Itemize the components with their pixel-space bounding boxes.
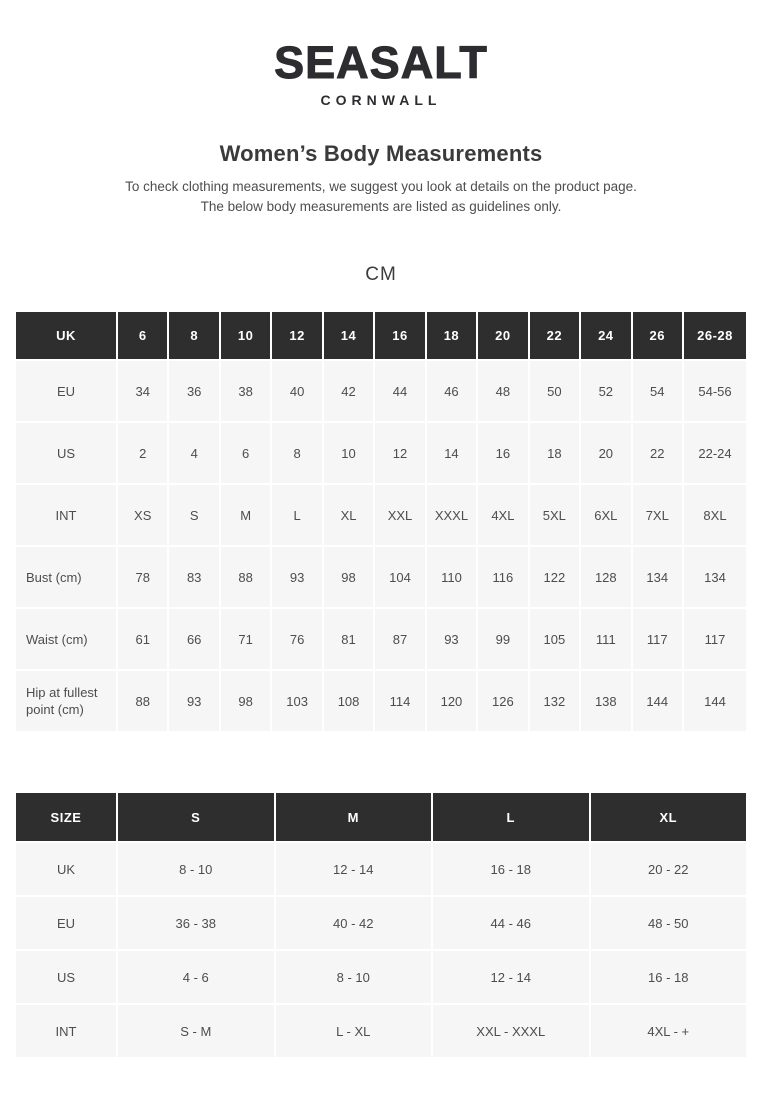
table-cell: 4	[169, 423, 218, 483]
table-cell: 8	[272, 423, 321, 483]
table-row	[16, 361, 746, 421]
column-header: 24	[581, 312, 630, 359]
table-cell: 8 - 10	[118, 843, 274, 895]
table-cell: XXXL	[427, 485, 476, 545]
table-cell: XL	[324, 485, 373, 545]
table-cell: 22	[633, 423, 682, 483]
table-cell: 120	[427, 671, 476, 731]
table-cell: 34	[118, 361, 167, 421]
table-row	[16, 843, 746, 895]
table-cell: 105	[530, 609, 579, 669]
table-cell: 126	[478, 671, 527, 731]
table-cell: L	[272, 485, 321, 545]
row-label: INT	[16, 1005, 116, 1057]
table-cell: 98	[324, 547, 373, 607]
row-label: UK	[16, 843, 116, 895]
cm-measurements-table	[14, 310, 748, 733]
table-row	[16, 951, 746, 1003]
column-header: 26-28	[684, 312, 746, 359]
row-label: Bust (cm)	[16, 547, 116, 607]
brand-header	[0, 0, 762, 108]
subtitle-line-2: The below body measurements are listed as guidelines only.	[200, 199, 562, 214]
table-cell: 110	[427, 547, 476, 607]
table-cell: 66	[169, 609, 218, 669]
row-label: US	[16, 951, 116, 1003]
table-cell: 20 - 22	[591, 843, 747, 895]
column-header: 12	[272, 312, 321, 359]
table-cell: 144	[633, 671, 682, 731]
table-row	[16, 897, 746, 949]
table-cell: 44 - 46	[433, 897, 589, 949]
table-cell: 138	[581, 671, 630, 731]
column-header: 22	[530, 312, 579, 359]
page-title: Women’s Body Measurements	[219, 141, 543, 166]
table-cell: 8XL	[684, 485, 746, 545]
table-cell: 87	[375, 609, 424, 669]
table-cell: 16	[478, 423, 527, 483]
table-cell: 76	[272, 609, 321, 669]
table-cell: 6	[221, 423, 270, 483]
table-row	[16, 485, 746, 545]
column-header: UK	[16, 312, 116, 359]
column-header: 10	[221, 312, 270, 359]
table-cell: S - M	[118, 1005, 274, 1057]
table-cell: 116	[478, 547, 527, 607]
size-conversion-table	[14, 791, 748, 1059]
table-cell: 18	[530, 423, 579, 483]
table-cell: 42	[324, 361, 373, 421]
table-cell: 128	[581, 547, 630, 607]
table-cell: 108	[324, 671, 373, 731]
table-cell: 54	[633, 361, 682, 421]
table-cell: 4XL	[478, 485, 527, 545]
table-cell: 71	[221, 609, 270, 669]
table-cell: 134	[633, 547, 682, 607]
page-subtitle	[0, 177, 762, 217]
table-cell: 134	[684, 547, 746, 607]
column-header: S	[118, 793, 274, 841]
table-row	[16, 547, 746, 607]
table-cell: 99	[478, 609, 527, 669]
table-row	[16, 423, 746, 483]
table-cell: 93	[427, 609, 476, 669]
row-label: INT	[16, 485, 116, 545]
table-cell: 78	[118, 547, 167, 607]
row-label: Waist (cm)	[16, 609, 116, 669]
table-cell: 111	[581, 609, 630, 669]
table-cell: 22-24	[684, 423, 746, 483]
table-cell: 98	[221, 671, 270, 731]
table-cell: 81	[324, 609, 373, 669]
table-cell: 38	[221, 361, 270, 421]
table-cell: 5XL	[530, 485, 579, 545]
table-cell: 12 - 14	[433, 951, 589, 1003]
table-row	[16, 609, 746, 669]
table-cell: M	[221, 485, 270, 545]
table-cell: 12	[375, 423, 424, 483]
table-cell: 52	[581, 361, 630, 421]
unit-label: CM	[365, 264, 397, 285]
column-header: XL	[591, 793, 747, 841]
table-cell: XS	[118, 485, 167, 545]
subtitle-line-1: To check clothing measurements, we suggest you look at details on the product page.	[125, 179, 637, 194]
column-header: 8	[169, 312, 218, 359]
table-cell: 88	[118, 671, 167, 731]
table-cell: XXL - XXXL	[433, 1005, 589, 1057]
table-cell: S	[169, 485, 218, 545]
table-cell: XXL	[375, 485, 424, 545]
table-cell: 46	[427, 361, 476, 421]
table-cell: 10	[324, 423, 373, 483]
table-cell: 4XL - +	[591, 1005, 747, 1057]
table-cell: 117	[684, 609, 746, 669]
table-cell: 104	[375, 547, 424, 607]
brand-logo-subtext: CORNWALL	[320, 92, 442, 108]
column-header: 20	[478, 312, 527, 359]
table-cell: 48	[478, 361, 527, 421]
table-cell: 93	[272, 547, 321, 607]
column-header: 16	[375, 312, 424, 359]
table-cell: 48 - 50	[591, 897, 747, 949]
table-cell: 88	[221, 547, 270, 607]
table-cell: 4 - 6	[118, 951, 274, 1003]
table-cell: 117	[633, 609, 682, 669]
column-header: M	[276, 793, 432, 841]
table-cell: 40	[272, 361, 321, 421]
row-label: EU	[16, 897, 116, 949]
table-cell: 44	[375, 361, 424, 421]
row-label: US	[16, 423, 116, 483]
column-header: 6	[118, 312, 167, 359]
table-cell: 16 - 18	[433, 843, 589, 895]
table-cell: 83	[169, 547, 218, 607]
column-header: SIZE	[16, 793, 116, 841]
table-cell: 132	[530, 671, 579, 731]
table-cell: 12 - 14	[276, 843, 432, 895]
table-cell: L - XL	[276, 1005, 432, 1057]
table-cell: 36	[169, 361, 218, 421]
column-header: L	[433, 793, 589, 841]
table-cell: 20	[581, 423, 630, 483]
table-cell: 54-56	[684, 361, 746, 421]
table-cell: 16 - 18	[591, 951, 747, 1003]
header-row	[16, 793, 746, 841]
table-cell: 93	[169, 671, 218, 731]
table-cell: 103	[272, 671, 321, 731]
table-cell: 2	[118, 423, 167, 483]
table-cell: 6XL	[581, 485, 630, 545]
column-header: 18	[427, 312, 476, 359]
row-label: EU	[16, 361, 116, 421]
table-cell: 8 - 10	[276, 951, 432, 1003]
table-cell: 36 - 38	[118, 897, 274, 949]
table-cell: 50	[530, 361, 579, 421]
table-cell: 40 - 42	[276, 897, 432, 949]
column-header: 14	[324, 312, 373, 359]
column-header: 26	[633, 312, 682, 359]
table-row	[16, 671, 746, 731]
brand-logo: SEASALT	[274, 37, 488, 88]
table-cell: 114	[375, 671, 424, 731]
table-cell: 7XL	[633, 485, 682, 545]
row-label: Hip at fullest point (cm)	[16, 671, 116, 731]
table-row	[16, 1005, 746, 1057]
table-cell: 14	[427, 423, 476, 483]
header-row	[16, 312, 746, 359]
table-cell: 122	[530, 547, 579, 607]
table-cell: 61	[118, 609, 167, 669]
table-cell: 144	[684, 671, 746, 731]
